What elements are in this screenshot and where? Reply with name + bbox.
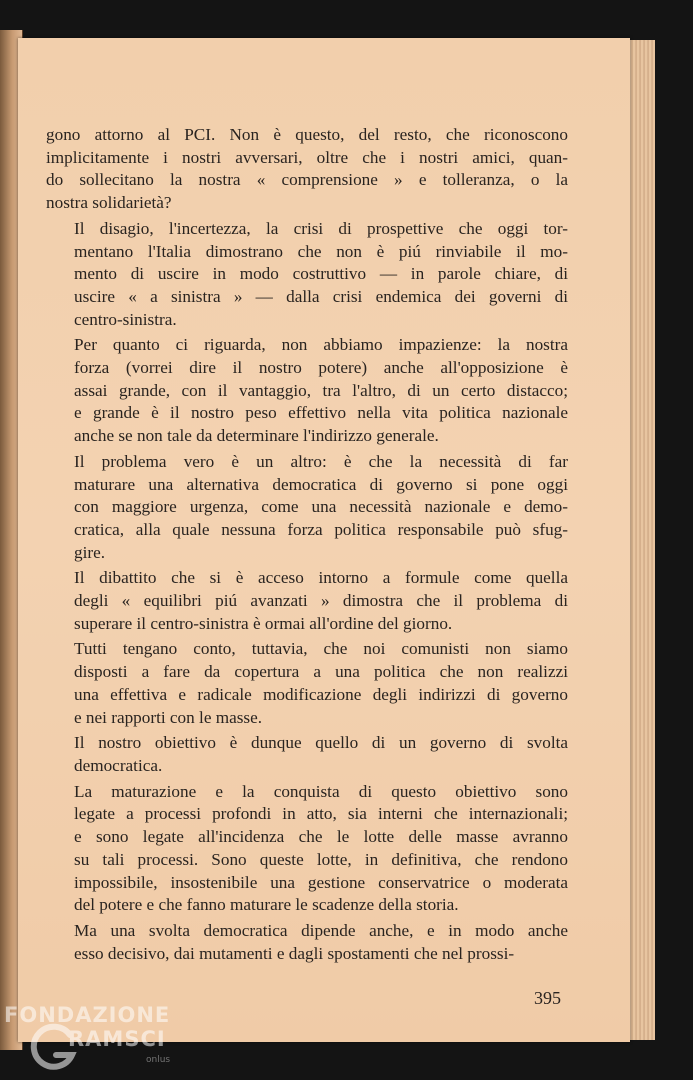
text-line: nostra solidarietà? — [46, 193, 172, 213]
watermark — [4, 1003, 194, 1078]
text-line: La maturazione e la conquista di questo obiettivo sono — [74, 781, 568, 801]
text-line: maturare una alternativa democratica di governo si pone oggi — [74, 474, 568, 494]
text-line: del potere e che fanno maturare le scadenze della storia. — [74, 895, 459, 915]
text-line: una effettiva e radicale modificazione degli indirizzi di governo — [74, 684, 568, 704]
text-line: forza (vorrei dire il nostro potere) anche all'opposizione è — [74, 358, 568, 378]
text-line: implicitamente i nostri avversari, oltre che i nostri amici, quan- — [46, 147, 568, 167]
text-line: legate a processi profondi in atto, sia interni che internazionali; — [74, 804, 568, 824]
paragraph — [46, 567, 568, 635]
text-line: democratica. — [74, 755, 163, 775]
text-line: Tutti tengano conto, tuttavia, che noi comunisti non siamo — [74, 639, 568, 659]
paragraph — [46, 781, 568, 917]
body-text — [46, 124, 568, 968]
paragraph — [46, 218, 568, 332]
text-line: degli « equilibri piú avanzati » dimostra che il problema di — [74, 591, 568, 611]
text-line: e nei rapporti con le masse. — [74, 707, 263, 727]
text-line: su tali processi. Sono queste lotte, in definitiva, che rendono — [74, 849, 568, 869]
text-line: impossibile, insostenibile una gestione conservatrice o moderata — [74, 872, 568, 892]
right-page-edge — [628, 40, 655, 1040]
text-line: Ma una svolta democratica dipende anche, e in modo anche — [74, 920, 568, 940]
text-line: esso decisivo, dai mutamenti e dagli spostamenti che nel prossi- — [74, 943, 515, 963]
text-line: gire. — [74, 542, 106, 562]
text-line: uscire « a sinistra » — dalla crisi endemica dei governi di — [74, 286, 568, 306]
paragraph — [46, 124, 568, 215]
text-line: Il nostro obiettivo è dunque quello di un governo di svolta — [74, 733, 568, 753]
text-line: Per quanto ci riguarda, non abbiamo impazienze: la nostra — [74, 335, 568, 355]
watermark-line2: RAMSCI — [68, 1027, 166, 1051]
text-line: con maggiore urgenza, come una necessità nazionale e demo- — [74, 497, 568, 517]
text-line: disposti a fare da copertura a una politica che non realizzi — [74, 662, 568, 682]
text-line: do sollecitano la nostra « comprensione » e tolleranza, o la — [46, 170, 568, 190]
text-line: superare il centro-sinistra è ormai all'ordine del giorno. — [74, 613, 453, 633]
paragraph — [46, 638, 568, 729]
text-line: mento di uscire in modo costruttivo — in parole chiare, di — [74, 264, 568, 284]
text-line: cratica, alla quale nessuna forza politica responsabile può sfug- — [74, 519, 568, 539]
text-line: anche se non tale da determinare l'indirizzo generale. — [74, 426, 439, 446]
text-line: e grande è il nostro peso effettivo nella vita politica nazionale — [74, 403, 568, 423]
text-line: Il problema vero è un altro: è che la necessità di far — [74, 451, 568, 471]
watermark-suffix: onlus — [146, 1055, 171, 1065]
text-line: Il disagio, l'incertezza, la crisi di prospettive che oggi tor- — [74, 218, 568, 238]
text-line: centro-sinistra. — [74, 309, 177, 329]
text-line: assai grande, con il vantaggio, tra l'altro, di un certo distacco; — [74, 380, 568, 400]
text-line: Il dibattito che si è acceso intorno a formule come quella — [74, 568, 568, 588]
paragraph — [46, 334, 568, 448]
paragraph — [46, 451, 568, 565]
text-line: gono attorno al PCI. Non è questo, del resto, che riconoscono — [46, 125, 568, 144]
paragraph — [46, 920, 568, 965]
text-line: mentano l'Italia dimostrano che non è piú rinviabile il mo- — [74, 241, 568, 261]
text-line: e sono legate all'incidenza che le lotte delle masse avranno — [74, 827, 568, 847]
watermark-line1: FONDAZIONE — [4, 1003, 171, 1027]
paragraph — [46, 732, 568, 777]
page-number: 395 — [534, 988, 561, 1008]
